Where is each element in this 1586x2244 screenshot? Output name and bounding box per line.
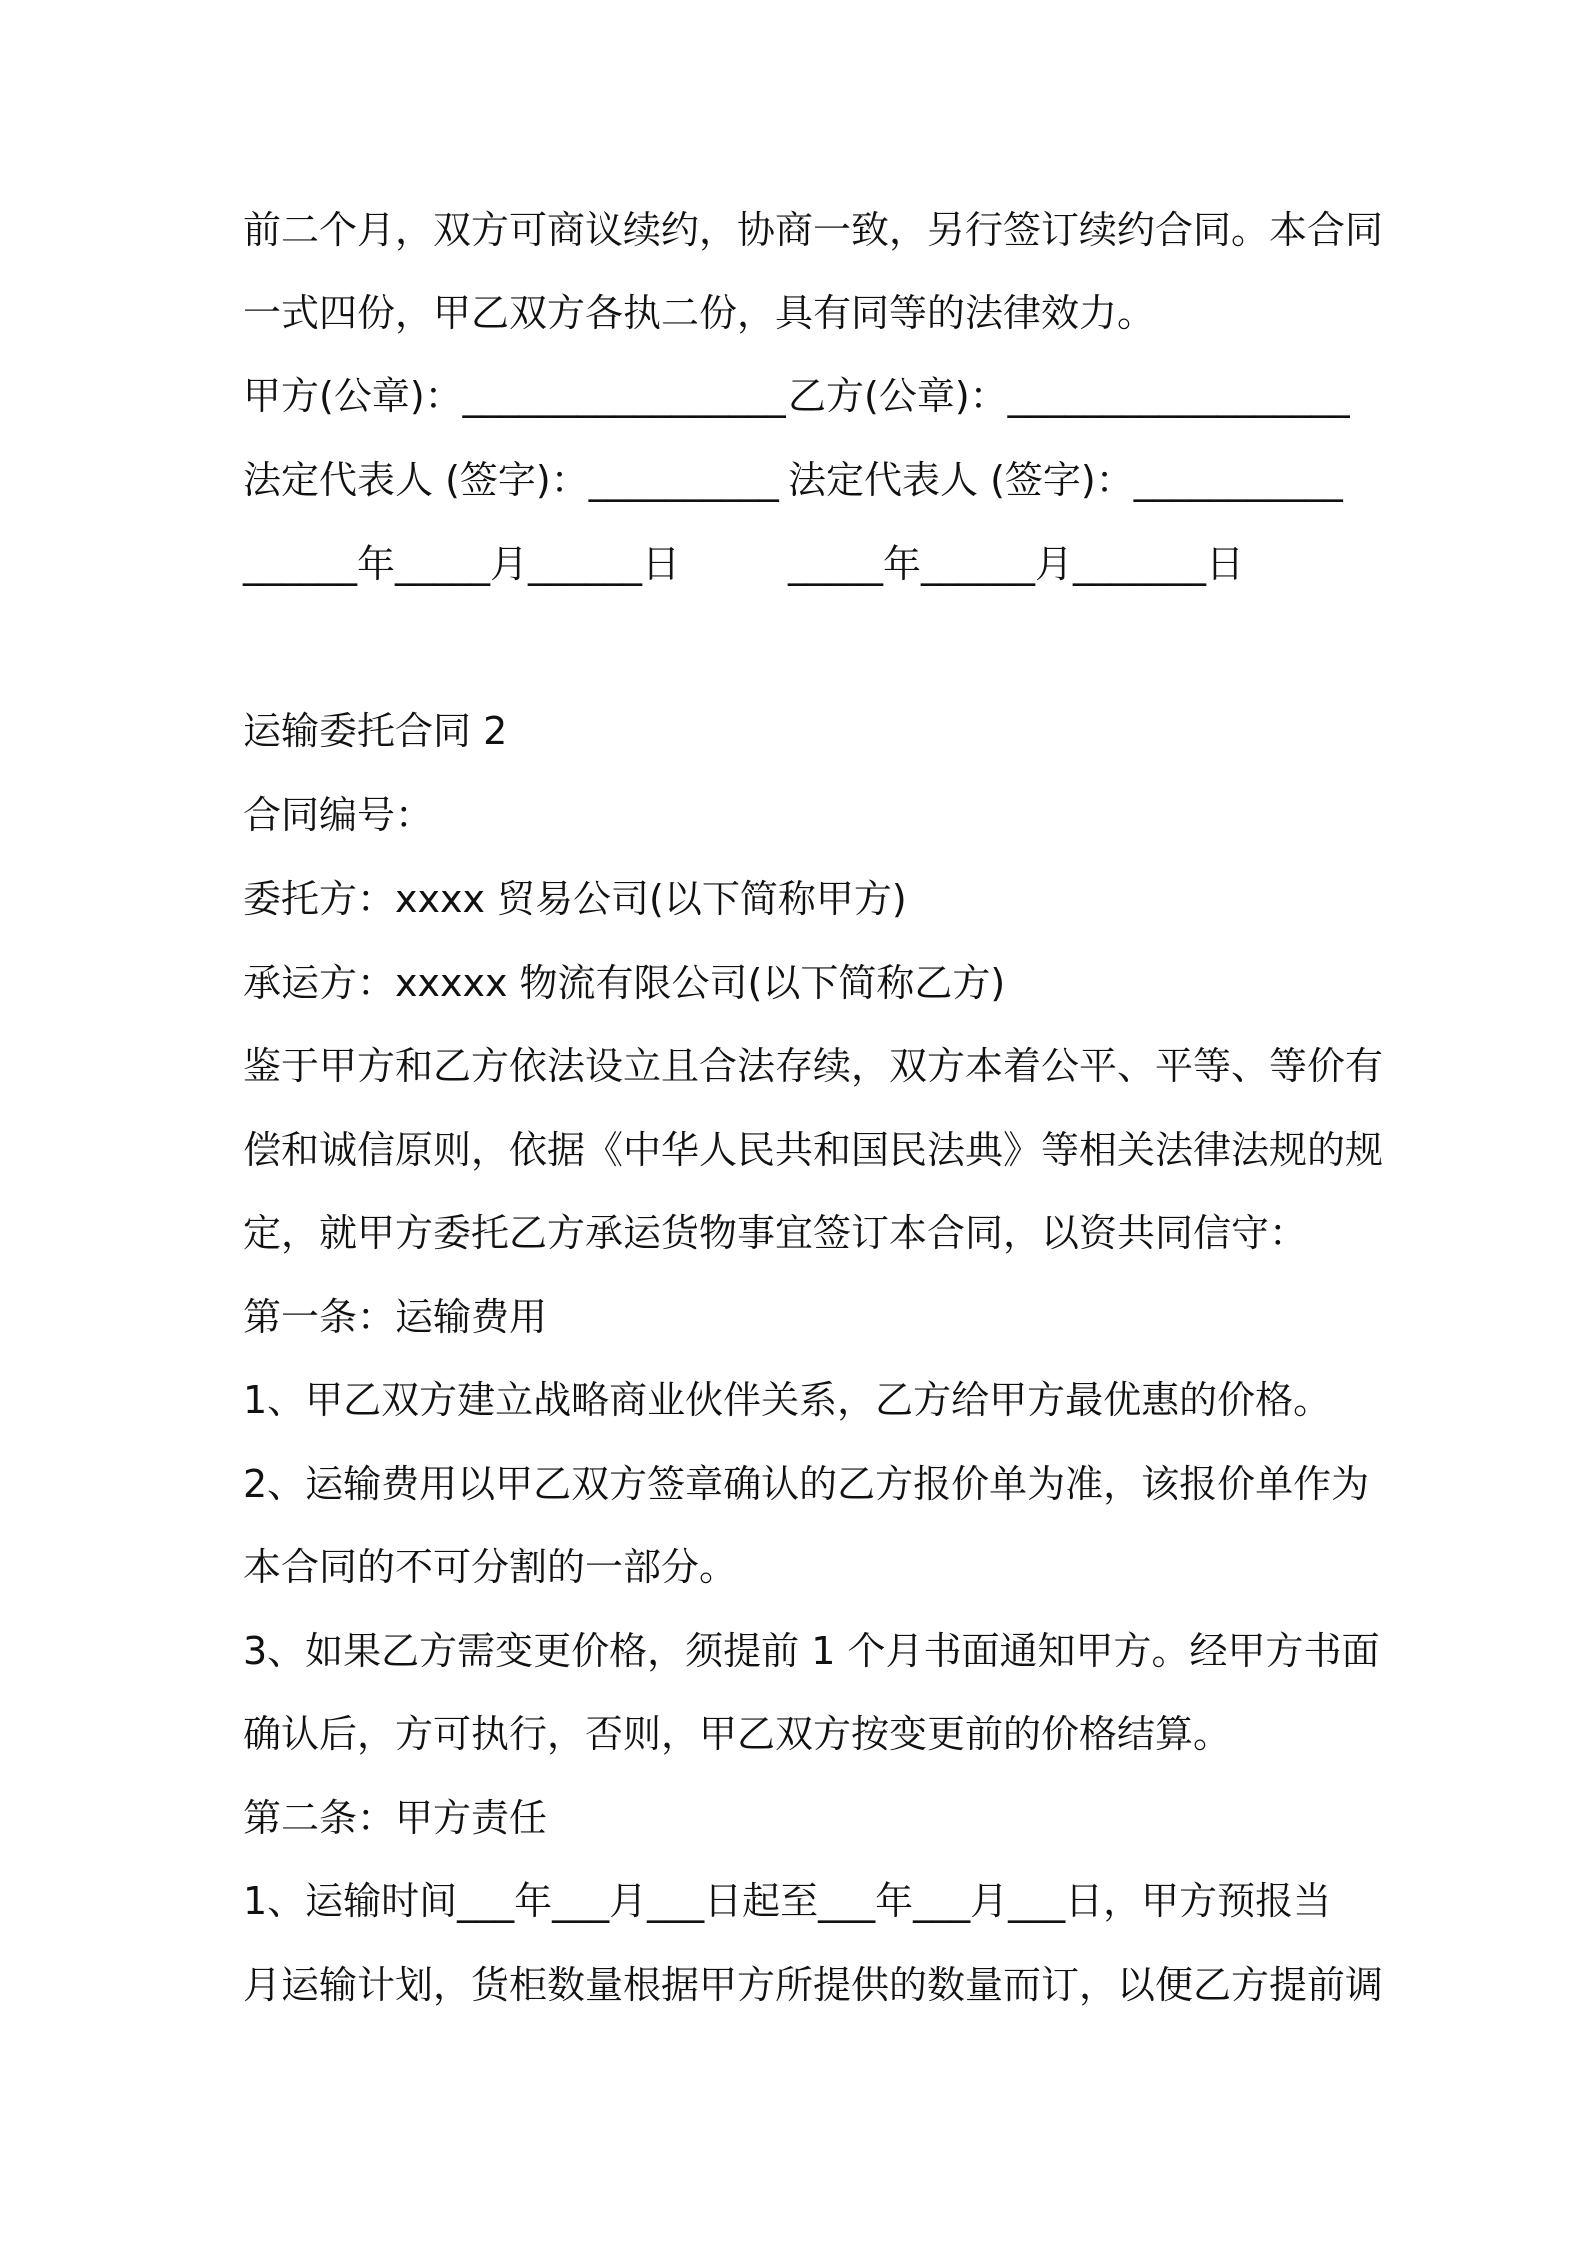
- article-2-item: 月运输计划，货柜数量根据甲方所提供的数量而订，以便乙方提前调: [243, 1963, 1384, 2007]
- party-a-rep-field: 法定代表人 (签字)：__________: [243, 458, 779, 502]
- party-a-seal-field: 甲方(公章)：_________________: [243, 374, 786, 418]
- client-party: 委托方：xxxx 贸易公司(以下简称甲方): [243, 877, 907, 921]
- date-row: [243, 539, 1353, 589]
- article-1-item: 确认后，方可执行，否则，甲乙双方按变更前的价格结算。: [243, 1712, 1232, 1756]
- preamble-line: 偿和诚信原则，依据《中华人民共和国民法典》等相关法律法规的规: [243, 1128, 1384, 1172]
- carrier-party: 承运方：xxxxx 物流有限公司(以下简称乙方): [243, 961, 1006, 1005]
- paragraph-line: 前二个月，双方可商议续约，协商一致，另行签订续约合同。本合同: [243, 208, 1384, 252]
- article-2-item: 1、运输时间___年___月___日起至___年___月___日，甲方预报当: [243, 1879, 1332, 1923]
- article-1-item: 1、甲乙双方建立战略商业伙伴关系，乙方给甲方最优惠的价格。: [243, 1378, 1332, 1422]
- article-1-item: 本合同的不可分割的一部分。: [243, 1545, 738, 1589]
- paragraph-line: 一式四份，甲乙双方各执二份，具有同等的法律效力。: [243, 291, 1156, 335]
- article-1-item: 3、如果乙方需变更价格，须提前 1 个月书面通知甲方。经甲方书面: [243, 1629, 1380, 1673]
- preamble-line: 鉴于甲方和乙方依法设立且合法存续，双方本着公平、平等、等价有: [243, 1044, 1384, 1088]
- article-1-item: 2、运输费用以甲乙双方签章确认的乙方报价单为准，该报价单作为: [243, 1462, 1370, 1506]
- contract-number: 合同编号：: [243, 793, 434, 837]
- party-a-date-field: ______年_____月______日: [243, 542, 681, 586]
- section-title: 运输委托合同 2: [243, 709, 508, 753]
- party-b-seal-field: 乙方(公章)：__________________: [788, 374, 1350, 418]
- article-2-title: 第二条：甲方责任: [243, 1796, 548, 1840]
- article-1-title: 第一条：运输费用: [243, 1295, 548, 1339]
- preamble-line: 定，就甲方委托乙方承运货物事宜签订本合同，以资共同信守：: [243, 1211, 1308, 1255]
- seal-row: [243, 371, 1353, 421]
- party-b-date-field: _____年______月_______日: [788, 542, 1245, 586]
- party-b-rep-field: 法定代表人 (签字)：___________: [788, 458, 1343, 502]
- representative-row: [243, 455, 1353, 505]
